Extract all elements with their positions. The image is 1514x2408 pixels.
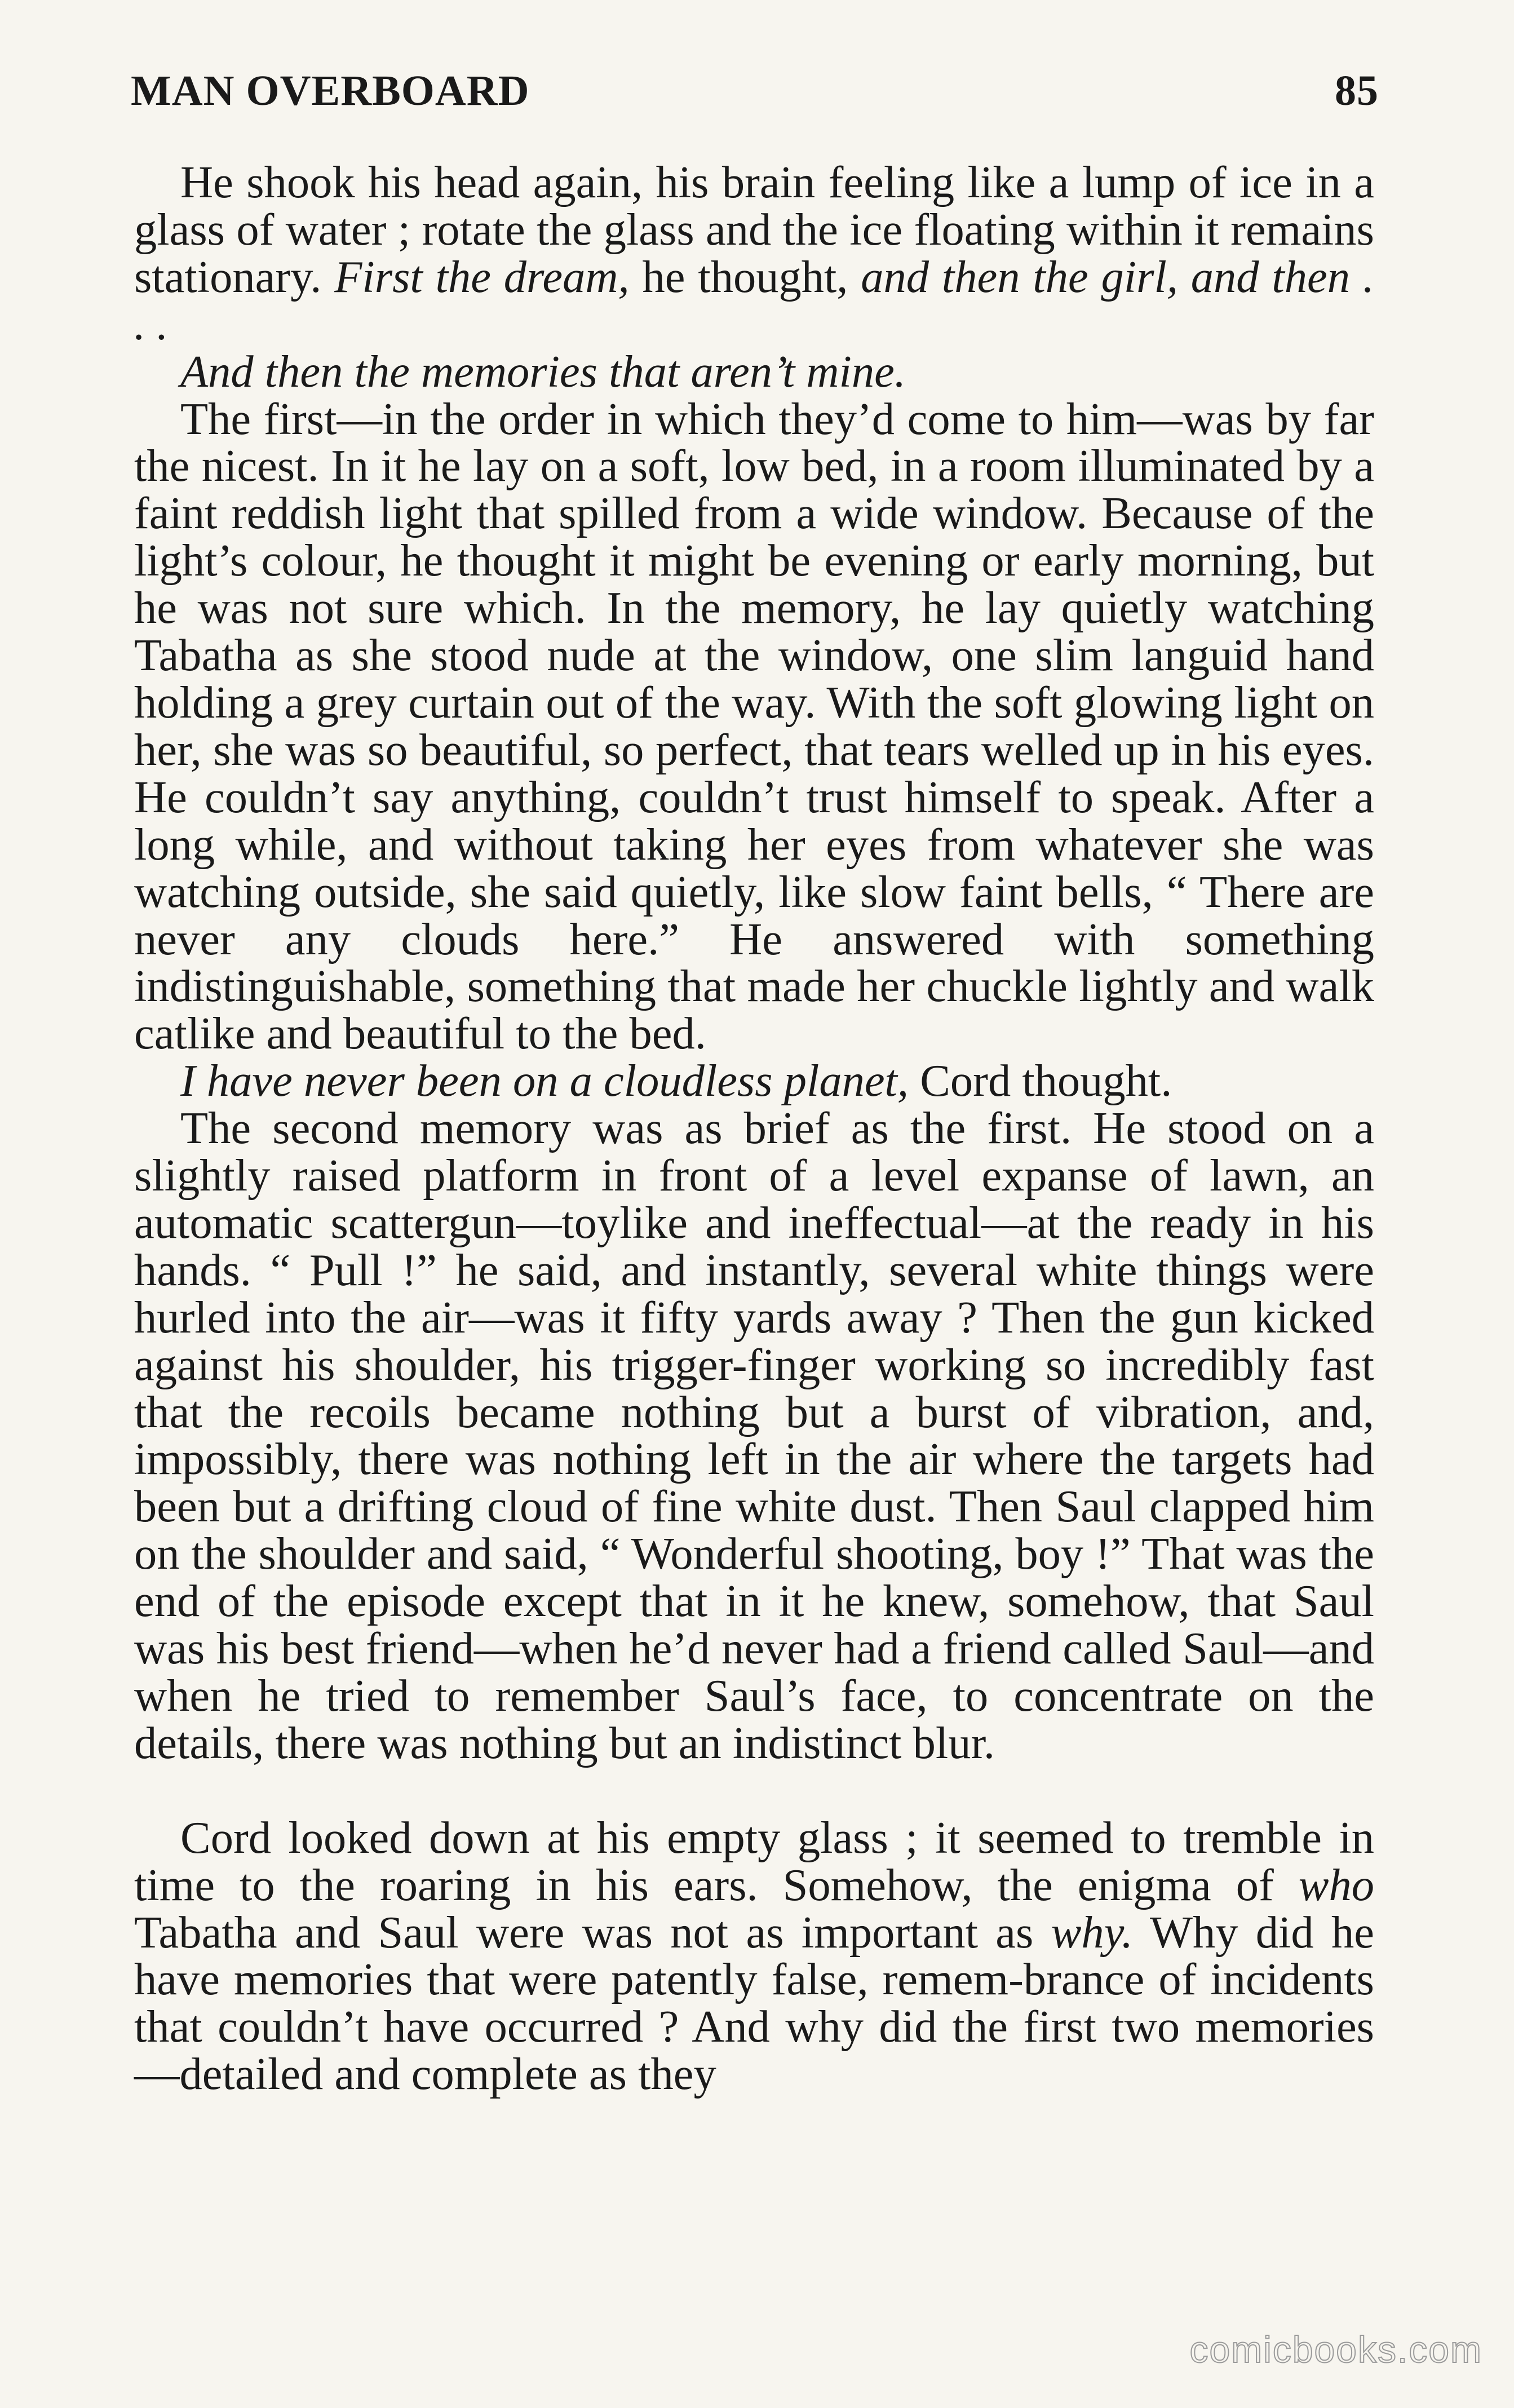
text-run: The second memory was as brief as the first. He stood on a slightly raised platform in front of a level expanse of lawn, an automatic scattergun—toylike and ineffectual—at the ready in his hands. “ Pull !” he said, and instantly, several white things were hurled into the air—was it fifty yards away ? Then the gun kicked against his shoulder, his trigger-finger working so incredibly fast that the recoils became nothing but a burst of vibration, and, impossibly, there was nothing left in the air where the targets had been but a drifting cloud of fine white dust. Then Saul clapped him on the shoulder and said, “ Wonderful shooting, boy !” That was the end of the episode except that in it he knew, somehow, that Saul was his best friend—when he’d never had a friend called Saul—and when he tried to remember Saul’s face, to concentrate on the details, there was nothing but an indistinct blur. xyxy=(134,1103,1374,1768)
paragraph xyxy=(134,1105,1374,1767)
text-run: Tabatha and Saul were was not as important as xyxy=(134,1907,1051,1958)
paragraph xyxy=(134,1057,1374,1105)
italic-text-run: And then the memories that aren’t mine. xyxy=(180,346,906,397)
paragraph xyxy=(134,1814,1374,2098)
paragraph xyxy=(134,393,1374,1059)
italic-text-run: who xyxy=(1298,1860,1374,1910)
text-run: Cord looked down at his empty glass ; it seemed to tremble in time to the roaring in his ears. Somehow, the enigma of xyxy=(134,1812,1374,1910)
page-number: 85 xyxy=(1335,67,1379,114)
italic-text-run: why. xyxy=(1051,1907,1134,1958)
italic-text-run: and then the girl, and then . . . xyxy=(134,251,1374,349)
italic-text-run: First the dream, xyxy=(334,251,630,302)
body-text xyxy=(134,159,1374,2098)
text-run: Why did he have memories that were patently false, remem-brance of incidents that couldn’t have occurred ? And why did the first two memories—detailed and complete as they xyxy=(134,1907,1374,2100)
italic-text-run: I have never been on a cloudless planet, xyxy=(180,1056,909,1106)
paragraph xyxy=(134,348,1374,396)
text-run: He shook his head again, his brain feeling like a lump of ice in a glass of water ; rotate the glass and the ice floating within it remains stationary. xyxy=(134,157,1374,302)
paragraph xyxy=(134,159,1374,348)
running-title: MAN OVERBOARD xyxy=(131,67,530,114)
page-header xyxy=(131,67,1379,123)
watermark-logo: comicbooks.com xyxy=(1189,2329,1482,2370)
text-run: Cord thought. xyxy=(909,1056,1172,1106)
text-run: The first—in the order in which they’d come to him—was by far the nicest. In it he lay on a soft, low bed, in a room illuminated by a faint reddish light that spilled from a wide window. Because of the light’s colour, he thought it might be evening or early morning, but he was not sure which. In the memory, he lay quietly watching Tabatha as she stood nude at the window, one slim languid hand holding a grey curtain out of the way. With the soft glowing light on her, she was so beautiful, so perfect, that tears welled up in his eyes. He couldn’t say anything, couldn’t trust himself to speak. After a long while, and without taking her eyes from whatever she was watching outside, she said quietly, like slow faint bells, “ There are never any clouds here.” He answered with something indistinguishable, something that made her chuckle lightly and walk catlike and beautiful to the bed. xyxy=(134,393,1374,1059)
text-run: he thought, xyxy=(629,251,861,302)
